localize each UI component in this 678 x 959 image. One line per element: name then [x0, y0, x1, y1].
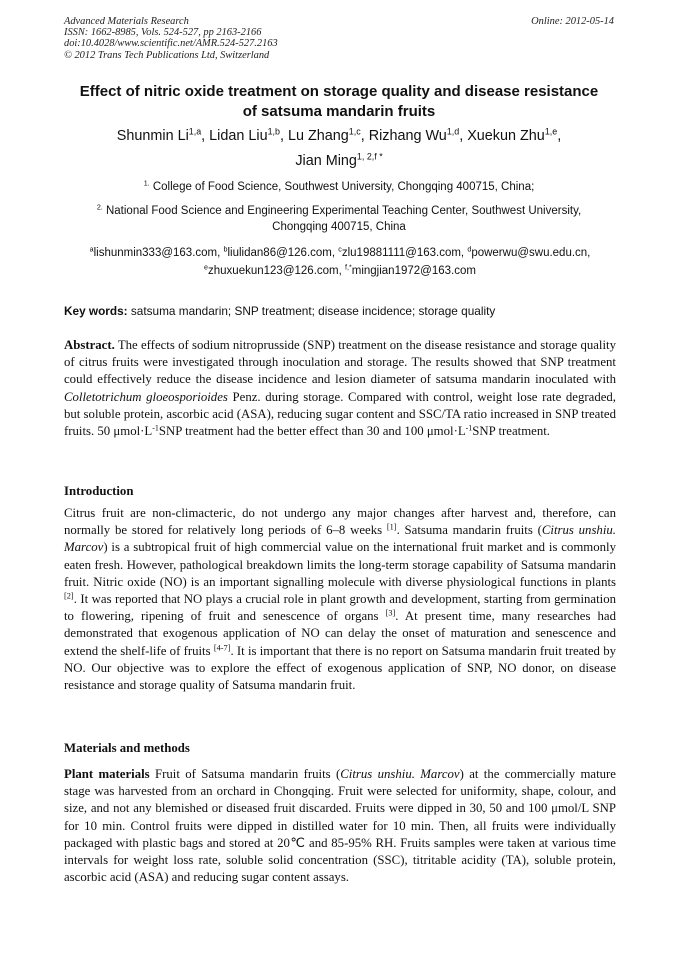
affiliation-text: College of Food Science, Southwest University, Chongqing 400715, China; — [152, 181, 535, 193]
abstract-species: Colletotrichum gloeosporioides — [64, 389, 228, 404]
abstract-text: SNP treatment had the better effect than 30 and 100 μmol·L — [158, 424, 466, 439]
journal-name: Advanced Materials Research — [64, 16, 189, 27]
author-affil-sup: 1,d — [446, 126, 460, 137]
abstract-text: The effects of sodium nitroprusside (SNP) treatment on the disease resistance and storage quality of citrus fruits were investigated through inoculation and storage. The results showed that SNP treatment could effectively reduce the disease incidence and lesion diameter of satsuma mandarin inoculated with — [64, 338, 616, 387]
affiliation-number: 1. — [143, 179, 150, 188]
intro-text: . At present time, many researches had demonstrated that exogenous application of NO can delay the onset of maturation and senescence and extend the shelf-life of fruits — [64, 609, 616, 658]
methods-paragraph — [64, 766, 616, 886]
email-link[interactable]: mingjian1972@163.com — [351, 265, 476, 277]
email-link[interactable]: lishunmin333@163.com, — [93, 247, 221, 259]
author-list — [40, 125, 638, 172]
author-line-1: Shunmin Li$^{1,a}$, Lidan Liu$^{1,b}$, Lu Zhang$^{1,c}$, Rizhang Wu$^{1,d}$, Xuekun Zhu$^{1,e}$, — [116, 126, 562, 144]
author-affil-sup: 1,e — [544, 126, 558, 137]
intro-text: Citrus fruit are non-climacteric, do not undergo any major changes after harvest and, therefore, can normally be stored for relatively long periods of 6–8 weeks — [64, 506, 616, 538]
affiliation-text: National Food Science and Engineering Experimental Teaching Center, Southwest University, — [105, 205, 582, 217]
citation-ref[interactable]: [2] — [64, 591, 74, 601]
intro-text: . Satsuma mandarin fruits ( — [396, 523, 542, 538]
author-name: Xuekun Zhu — [467, 128, 545, 144]
keywords — [64, 304, 616, 318]
abstract-text: Penz. during storage. Compared with control, weight lose rate degraded, but soluble protein, ascorbic acid (ASA), reducing sugar content and SSC/TA ratio increased in SNP treated fruits. 50 μmol·L — [64, 389, 616, 439]
section-heading-introduction: Introduction — [64, 484, 134, 498]
citation-ref[interactable]: [1] — [386, 522, 397, 532]
affiliation-1 — [40, 179, 638, 195]
author-affil-sup: 1,c — [348, 126, 361, 137]
paper-title — [40, 82, 638, 122]
email-sup: b — [223, 245, 228, 254]
author-name: Shunmin Li — [116, 128, 189, 144]
introduction-paragraph — [64, 505, 616, 694]
methods-text: ) at the commercially mature stage was harvested from an orchard in Chongqing. Fruit were selected for uniformity, shape, colour, and size, and not any blemished or diseased fruit discarded. Fruits were dipped in 30, 50 and 100 μmol/L SNP for 10 min. Control fruits were dipped in distilled water for 10 min. Then, all fruits were individually packaged with plastic bags and stored at 20℃ and 85-95% RH. Fruits samples were taken at various time intervals for weight loss rate, soluble solid concentration (SSC), titritable acidity (TA), soluble protein, ascorbic acid (ASA) and reducing sugar content assays. — [64, 767, 616, 885]
email-sup: f,* — [345, 263, 352, 272]
author-affil-sup: 1,b — [267, 126, 280, 137]
intro-text: . It was reported that NO plays a crucial role in plant growth and development, starting from germination to flowering, ripening of fruit and senescence of organs — [64, 592, 616, 624]
email-sup: e — [204, 263, 209, 272]
email-link[interactable]: powerwu@swu.edu.cn, — [471, 247, 591, 259]
author-name: Jian Ming — [295, 153, 357, 169]
online-date: Online: 2012-05-14 — [531, 16, 614, 27]
unit-exponent: -1 — [465, 423, 473, 433]
keywords-label: Key words: — [64, 304, 128, 318]
author-line-2 — [40, 150, 638, 172]
author-affil-sup: 1, 2,f * — [356, 151, 383, 162]
title-line-2: of satsuma mandarin fruits — [242, 103, 436, 120]
abstract-paragraph — [64, 337, 616, 440]
title-line-1: Effect of nitric oxide treatment on storage quality and disease resistance — [79, 83, 599, 100]
affiliation-number: 2. — [96, 203, 103, 212]
subsection-label: Plant materials — [64, 767, 150, 781]
issn-line: ISSN: 1662-8985, Vols. 524-527, pp 2163-2166 — [64, 27, 262, 39]
latin-name: Citrus unshiu. Marcov — [64, 523, 616, 555]
email-list — [60, 245, 620, 279]
section-heading-methods: Materials and methods — [64, 741, 190, 755]
email-link[interactable]: zlu19881111@163.com, — [341, 247, 465, 259]
author-name: Lidan Liu — [209, 128, 268, 144]
author-affil-sup: 1,a — [188, 126, 202, 137]
affiliation-text-cont: Chongqing 400715, China — [272, 221, 406, 233]
intro-text: ) is a subtropical fruit of high commercial value on the international fruit market and is commonly eaten fresh. However, pathological breakdown limits the long-term storage capability of Satsuma mandarin fruit. Nitric oxide (NO) is an important signalling molecule with diverse physiological functions in plants — [64, 540, 616, 589]
unit-exponent: -1 — [152, 423, 159, 433]
keywords-text: satsuma mandarin; SNP treatment; disease incidence; storage quality — [130, 304, 496, 318]
latin-name: Citrus unshiu. Marcov — [340, 767, 460, 781]
email-sup: d — [467, 245, 472, 254]
copyright-line: © 2012 Trans Tech Publications Ltd, Switzerland — [64, 49, 270, 61]
author-name: Rizhang Wu — [368, 128, 447, 144]
citation-ref[interactable]: [4-7] — [213, 643, 231, 653]
email-sup: c — [338, 245, 342, 254]
citation-ref[interactable]: [3] — [385, 608, 396, 618]
abstract-text: SNP treatment. — [472, 424, 550, 439]
journal-header — [64, 16, 278, 61]
email-sup: a — [89, 245, 94, 254]
author-name: Lu Zhang — [287, 128, 349, 144]
doi-line[interactable]: doi:10.4028/www.scientific.net/AMR.524-527.2163 — [64, 38, 278, 50]
intro-text: . It is important that there is no report on Satsuma mandarin fruit treated by NO. Our objective was to explore the effect of exogenous application of SNP, NO donor, on disease resistance and storage quality of Satsuma mandarin fruit. — [64, 643, 616, 693]
affiliation-2 — [40, 203, 638, 235]
methods-text: Fruit of Satsuma mandarin fruits ( — [155, 767, 341, 781]
email-link[interactable]: liulidan86@126.com, — [227, 247, 336, 259]
abstract-label: Abstract. — [64, 338, 115, 352]
email-link[interactable]: zhuxuekun123@126.com, — [208, 265, 342, 277]
